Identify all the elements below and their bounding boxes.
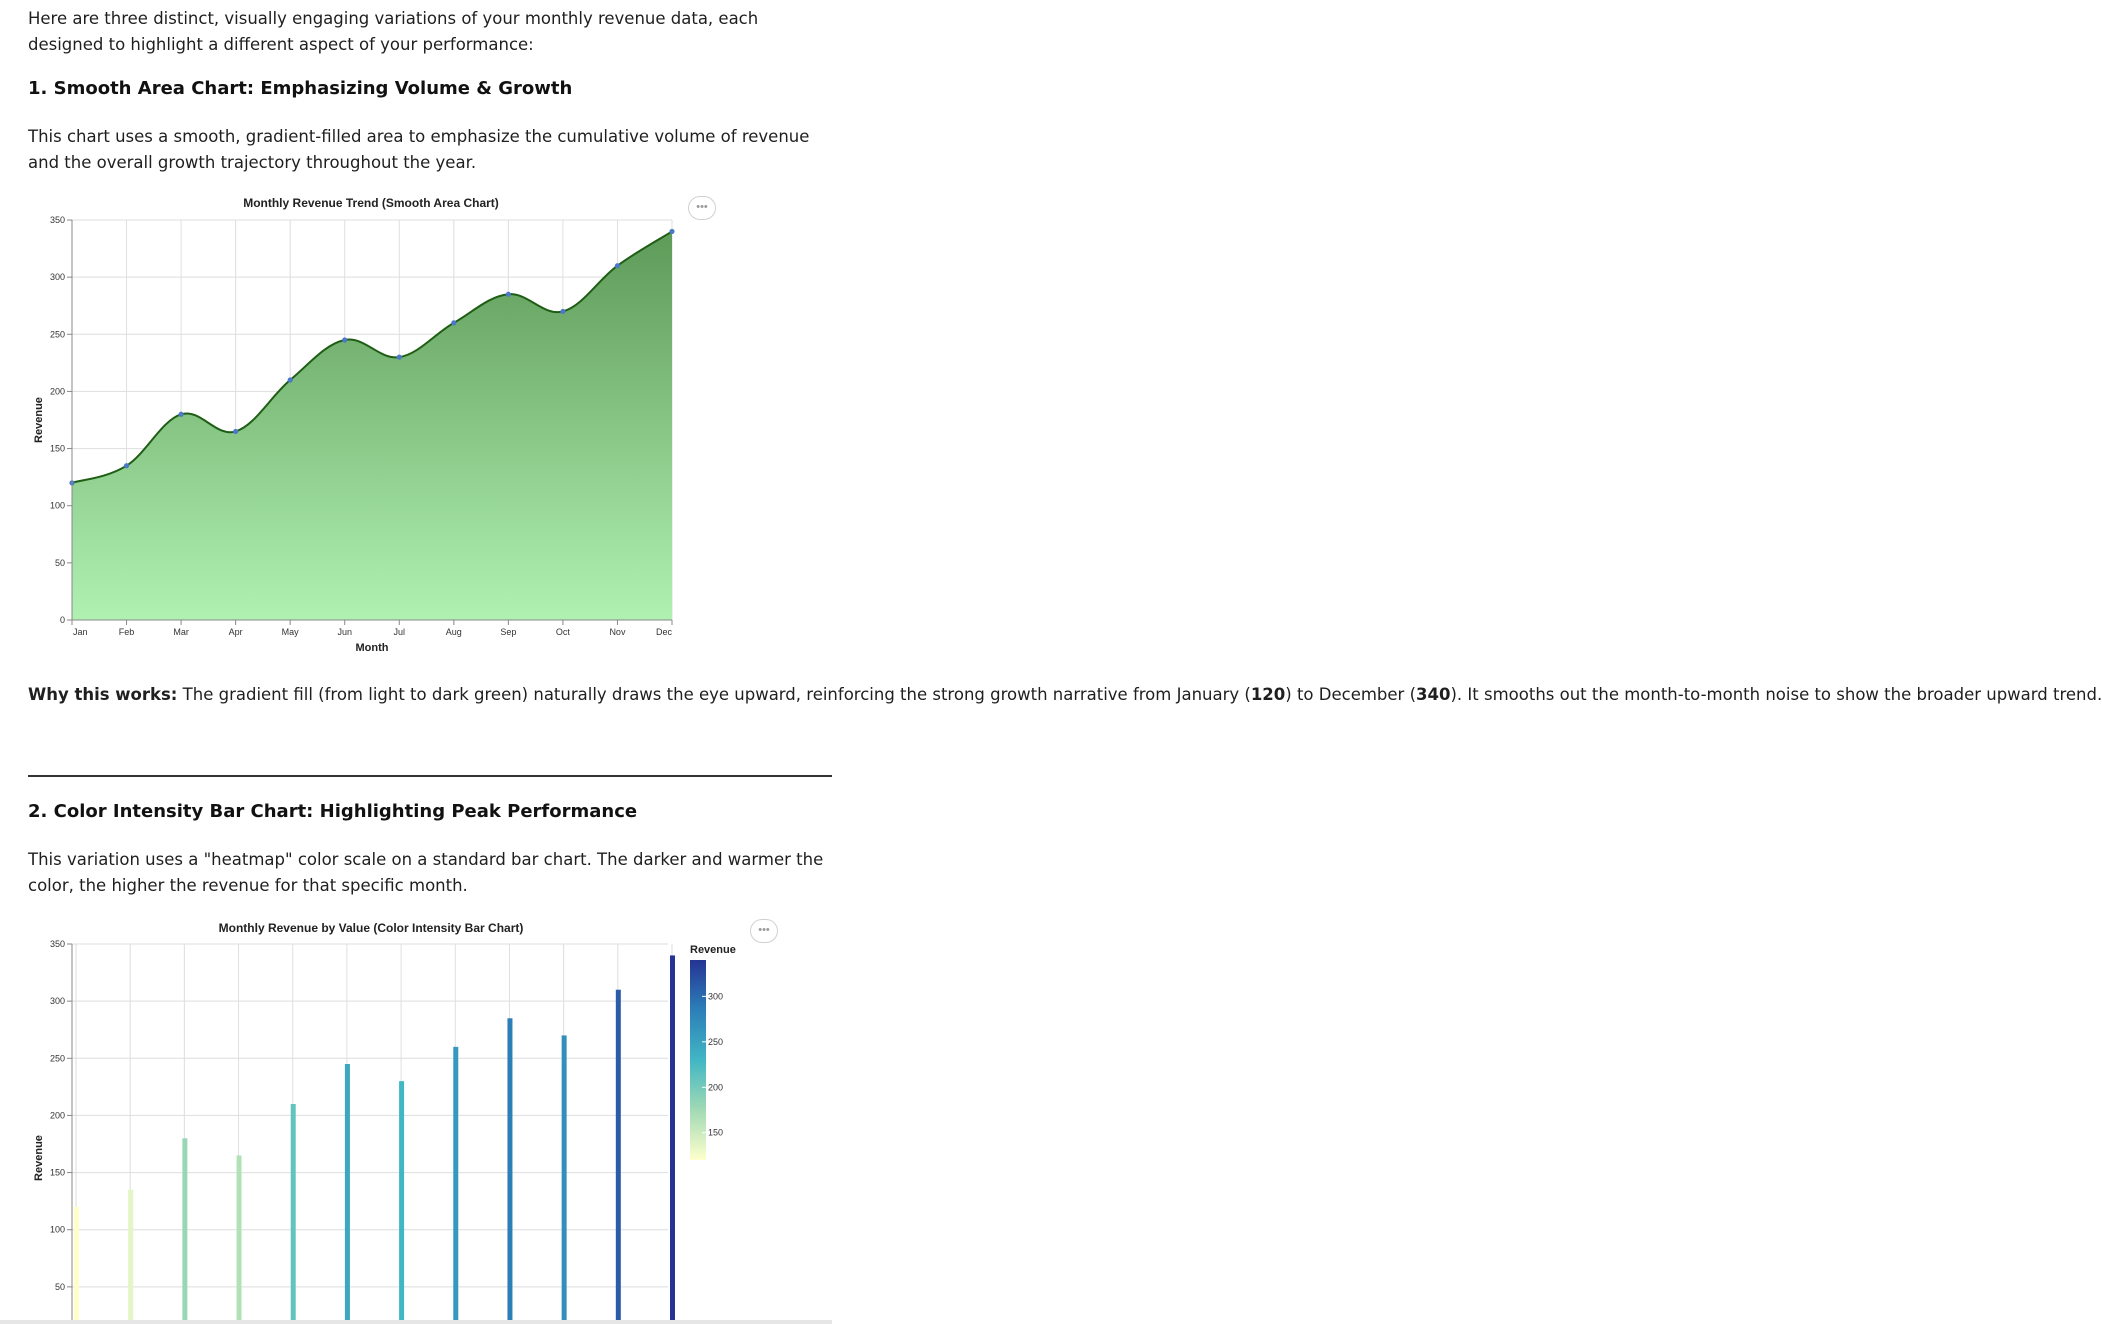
y-tick-label: 150 (49, 443, 65, 454)
data-point-jul[interactable] (397, 355, 402, 360)
legend-tick-label: 250 (708, 1036, 724, 1047)
y-tick-label: 350 (49, 939, 65, 949)
bar-mar[interactable] (182, 1138, 187, 1324)
y-tick-label: 250 (49, 1053, 65, 1064)
section1-why (28, 682, 2102, 708)
y-tick-label: 200 (49, 1110, 65, 1121)
bar-dec[interactable] (670, 955, 675, 1324)
x-tick-label: Jan (73, 627, 88, 637)
data-point-jun[interactable] (342, 337, 347, 342)
bar-jun[interactable] (345, 1064, 350, 1324)
scroll-edge (0, 1320, 832, 1324)
y-tick-label: 150 (49, 1167, 65, 1178)
bar-oct[interactable] (562, 1035, 567, 1324)
data-point-aug[interactable] (451, 320, 456, 325)
legend-tick-label: 200 (708, 1082, 724, 1093)
legend-title: Revenue (690, 944, 736, 956)
bar-apr[interactable] (237, 1155, 242, 1324)
section2-heading: 2. Color Intensity Bar Chart: Highlighting Peak Performance (28, 801, 638, 822)
x-tick-label: May (281, 627, 299, 637)
x-tick-label: Aug (445, 627, 462, 637)
data-point-sep[interactable] (506, 292, 511, 297)
data-point-nov[interactable] (615, 263, 620, 268)
section1-heading: 1. Smooth Area Chart: Emphasizing Volume & Growth (28, 78, 573, 99)
bar-sep[interactable] (507, 1018, 512, 1324)
area-x-axis-title: Month (355, 642, 389, 654)
why-text-a: The gradient fill (from light to dark green) naturally draws the eye upward, reinforcing the strong growth narrative from January ( (177, 685, 1251, 704)
x-tick-label: Jul (393, 627, 406, 637)
y-tick-label: 0 (59, 615, 65, 625)
data-point-dec[interactable] (669, 229, 674, 234)
x-tick-label: Oct (555, 627, 570, 637)
bar-feb[interactable] (128, 1190, 133, 1324)
legend-tick-label: 300 (708, 991, 724, 1002)
bar-chart-axes (50, 939, 72, 1324)
data-point-mar[interactable] (178, 412, 183, 417)
area-fill (72, 231, 672, 620)
y-tick-label: 100 (49, 500, 65, 511)
bar-jul[interactable] (399, 1081, 404, 1324)
why-value-dec: 340 (1416, 685, 1451, 704)
bar-nov[interactable] (616, 990, 621, 1324)
bar-chart (0, 915, 832, 1320)
x-tick-label: Dec (655, 627, 672, 637)
legend-gradient (690, 960, 706, 1160)
y-tick-label: 300 (49, 272, 65, 283)
data-point-may[interactable] (288, 377, 293, 382)
intro-text: Here are three distinct, visually engaging variations of your monthly revenue data, each designed to highlight a different aspect of your performance: (28, 9, 759, 54)
area-y-axis-title: Revenue (33, 397, 45, 443)
bar-jan[interactable] (74, 1207, 79, 1324)
y-tick-label: 200 (49, 386, 65, 397)
legend-tick-label: 150 (708, 1127, 724, 1138)
area-chart (0, 190, 832, 660)
y-tick-label: 50 (54, 1281, 65, 1292)
why-label: Why this works: (28, 685, 178, 704)
x-tick-label: Mar (173, 627, 189, 637)
area-chart-title: Monthly Revenue Trend (Smooth Area Chart) (243, 196, 499, 210)
y-tick-label: 250 (49, 329, 65, 340)
bar-may[interactable] (291, 1104, 296, 1324)
bar-chart-title: Monthly Revenue by Value (Color Intensity Bar Chart) (218, 921, 524, 935)
section2-description: This variation uses a "heatmap" color scale on a standard bar chart. The darker and warmer the color, the higher the revenue for that specific month. (28, 850, 824, 895)
more-horizontal-icon[interactable]: ••• (688, 196, 716, 220)
y-tick-label: 50 (54, 557, 65, 568)
x-tick-label: Apr (228, 627, 243, 637)
data-point-oct[interactable] (560, 309, 565, 314)
y-tick-label: 300 (49, 996, 65, 1007)
why-text-b: ) to December ( (1285, 685, 1417, 704)
section1-description: This chart uses a smooth, gradient-filled area to emphasize the cumulative volume of revenue and the overall growth trajectory throughout the year. (28, 127, 810, 172)
x-tick-label: Jun (337, 627, 352, 637)
data-point-apr[interactable] (233, 429, 238, 434)
more-horizontal-icon[interactable]: ••• (750, 919, 778, 943)
divider (28, 775, 832, 777)
data-point-feb[interactable] (124, 463, 129, 468)
bar-y-axis-title: Revenue (33, 1135, 45, 1181)
bar-aug[interactable] (453, 1047, 458, 1324)
x-tick-label: Sep (500, 627, 517, 637)
bar-marks (74, 955, 675, 1324)
why-value-jan: 120 (1250, 685, 1286, 704)
x-tick-label: Feb (118, 627, 135, 637)
x-tick-label: Nov (609, 627, 626, 637)
bar-chart-grid (72, 944, 672, 1324)
why-text-c: ). It smooths out the month-to-month noise to show the broader upward trend. (1450, 685, 2102, 704)
y-tick-label: 100 (49, 1224, 65, 1235)
y-tick-label: 350 (49, 215, 65, 225)
